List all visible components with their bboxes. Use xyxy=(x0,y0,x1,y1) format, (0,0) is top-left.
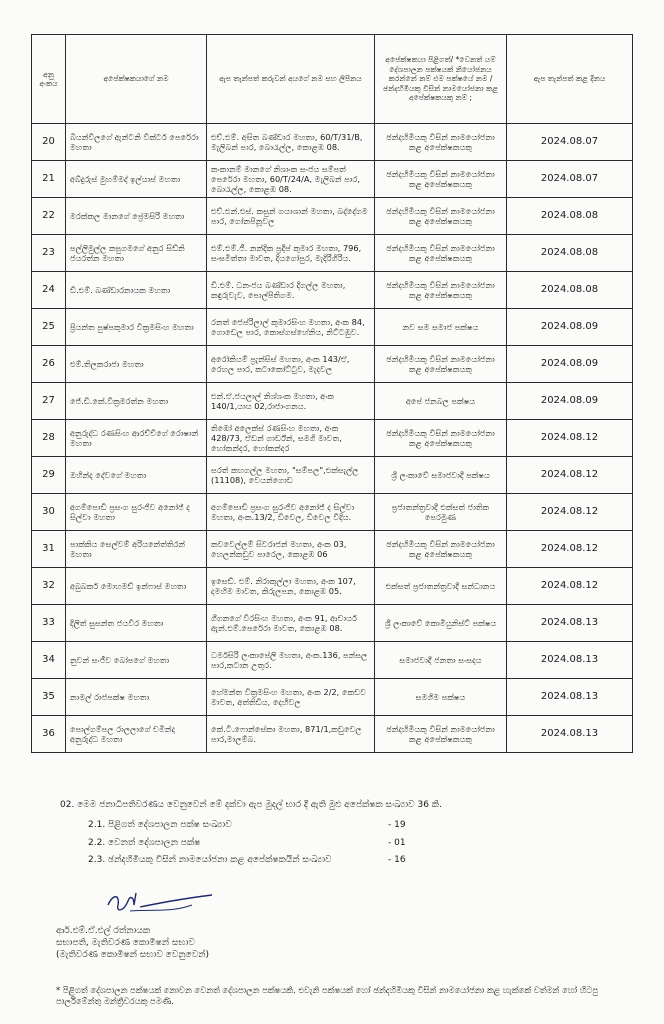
cell-date: 2024.08.12 xyxy=(507,420,633,457)
cell-name: බියන්විලගේ ඇන්ටනි වික්ටර් පෙරේරා මහතා xyxy=(66,124,207,161)
cell-date: 2024.08.13 xyxy=(507,716,633,753)
table-row xyxy=(32,605,633,642)
cell-agent: ධර්මසිරි ලංකාපේලි මහතා, අංක.136, පන්සල පාර,කටාන උතුර. xyxy=(207,642,375,679)
cell-date: 2024.08.08 xyxy=(507,235,633,272)
table-header-row xyxy=(32,35,633,124)
cell-no: 25 xyxy=(32,309,66,346)
cell-name: නාමල් රාජපක්ෂ මහතා xyxy=(66,679,207,716)
cell-date: 2024.08.12 xyxy=(507,457,633,494)
cell-name: පාක්කිය සෙල්වම් අරියනේත්තිරන් මහතා xyxy=(66,531,207,568)
cell-name: ප්‍රියන්ත පුෂ්පකුමාර වික්‍රමසිංහ මහතා xyxy=(66,309,207,346)
cell-party: ඡන්දහිමියකු විසින් නාමයෝජනා කළ අපේක්ෂකයකු xyxy=(375,531,507,568)
cell-name: අබ්දුරුස් මුහම්මද් ඉල්යාස් මහතා xyxy=(66,161,207,198)
cell-date: 2024.08.13 xyxy=(507,642,633,679)
table-row xyxy=(32,716,633,753)
cell-party: ශ්‍රී ලංකාවේ කොමියුනිස්ට් පක්ෂය xyxy=(375,605,507,642)
cell-party: ඡන්දහිමියකු විසින් නාමයෝජනා කළ අපේක්ෂකයකු xyxy=(375,235,507,272)
table-row xyxy=(32,531,633,568)
summary-item-value: - 16 xyxy=(388,855,406,865)
cell-name: ඔහින්ද දේවගේ මහතා xyxy=(66,457,207,494)
table-row xyxy=(32,235,633,272)
cell-no: 23 xyxy=(32,235,66,272)
cell-name: දිලිත් සුසන්ත ජයවීර මහතා xyxy=(66,605,207,642)
cell-agent: කංකානම් මානගේ නිශාංක සංජය සම්පත් පෙරේරා මහතා, 60/T/24/A, මැලිබන් පාර, බොරැල්ල, කොළඹ 08. xyxy=(207,161,375,198)
table-row xyxy=(32,679,633,716)
cell-party: ඡන්දහිමියකු විසින් නාමයෝජනා කළ අපේක්ෂකයකු xyxy=(375,346,507,383)
cell-date: 2024.08.13 xyxy=(507,605,633,642)
cell-agent: එම්.එම්.ජී. නන්දික ප්‍රදීප් කුමාර මහතා, 796, සංඝමිත්තා මාවත, දියගෝපුර, මැදිරිගිරිය. xyxy=(207,235,375,272)
cell-party: අපේ ජනබල පක්ෂය xyxy=(375,383,507,420)
cell-date: 2024.08.09 xyxy=(507,383,633,420)
table-row xyxy=(32,383,633,420)
cell-agent: ඉසෙඩ්. එම්. නිරාකුල්ලා මහතා, අංක 107, දමහිම මාවත, කිරුලපන, කොළඹ 05. xyxy=(207,568,375,605)
cell-no: 34 xyxy=(32,642,66,679)
cell-agent: එච්.එන්.එස්. කසුන් ගයාශාන් මහතා, බද්දේගම පාර, ගෝනපිනූවල xyxy=(207,198,375,235)
cell-party: නව සම සමාජ පක්ෂය xyxy=(375,309,507,346)
cell-agent: රනත් ජෙප්රිලාල් කුමාරසිංහ මහතා, අංක 84, ගොඩෙල පාර, කොස්ගස්හේනිය, නිට්ටඹුව. xyxy=(207,309,375,346)
table-row xyxy=(32,198,633,235)
table-row xyxy=(32,568,633,605)
cell-date: 2024.08.12 xyxy=(507,568,633,605)
signatory-title: සභාපති, මැතිවරණ කොමිෂන් සභාව xyxy=(56,938,195,948)
cell-agent: අගම්පොඩි ප්‍රසංග සුරංජිව අනෝජ් ද සිල්වා මහතා, අංක.13/2, ඩිවෙල, ඩිවෙල වීදිය. xyxy=(207,494,375,531)
cell-date: 2024.08.07 xyxy=(507,124,633,161)
signatory-name: ආර්.එම්.ඒ.එල් රත්නායක xyxy=(56,926,151,936)
cell-party: සමාජවාදී ජනතා සංසදය xyxy=(375,642,507,679)
cell-no: 26 xyxy=(32,346,66,383)
cell-agent: කේ.ටී.ෆොන්සේකා මහතා, 871/1,කඩුවෙල පාර,මාලම්බ. xyxy=(207,716,375,753)
cell-party: ඡන්දහිමියකු විසින් නාමයෝජනා කළ අපේක්ෂකයකු xyxy=(375,161,507,198)
cell-no: 32 xyxy=(32,568,66,605)
cell-date: 2024.08.13 xyxy=(507,679,633,716)
cell-party: සමගිම පක්ෂය xyxy=(375,679,507,716)
table-row xyxy=(32,161,633,198)
table-row xyxy=(32,457,633,494)
cell-agent: ඩී.එම්. ධනංජය බණ්ඩාර දිගල්ල මහතා, කඳුරුවැව, පොල්පිතිගම. xyxy=(207,272,375,309)
cell-no: 29 xyxy=(32,457,66,494)
cell-name: පල්ලිමුල්ල කපුගමගේ අනුර සිඩ්නි ජයරත්න මහතා xyxy=(66,235,207,272)
header-party: අපේක්ෂකයා පිළිගත්/ *වෙනත් යම් දේශපාලන පක්ෂයක් නියෝජනය කරන්නේ නම් එම පක්ෂයේ නම / ඡන්දහිමියකු විසින් නාමයෝජනා කළ අපේක්ෂකයකු නම් ; xyxy=(375,35,507,124)
cell-party: ඡන්දහිමියකු විසින් නාමයෝජනා කළ අපේක්ෂකයකු xyxy=(375,124,507,161)
cell-no: 20 xyxy=(32,124,66,161)
summary-item-label: 2.1. පිළිගත් දේශපාලන පක්ෂ සංඛ්‍යාව xyxy=(88,820,232,830)
summary-item-value: - 19 xyxy=(388,820,406,830)
cell-party: ඡන්දහිමියකු විසින් නාමයෝජනා කළ අපේක්ෂකයකු xyxy=(375,420,507,457)
cell-name: ඩී.එම්. බණ්ඩාරනායක මහතා xyxy=(66,272,207,309)
table-row xyxy=(32,642,633,679)
cell-name: ජේ.ඩී.කේ.වික්‍රමරත්න මහතා xyxy=(66,383,207,420)
cell-agent: අරෝකියම් ප්‍රැන්සිස් මහතා, අංක 143/ඒ, රෙහල පාර, කටාකෝට්ටුව, මැදවල xyxy=(207,346,375,383)
cell-no: 30 xyxy=(32,494,66,531)
signatory-block xyxy=(56,925,209,961)
table-row xyxy=(32,420,633,457)
cell-no: 22 xyxy=(32,198,66,235)
candidates-table xyxy=(31,34,633,753)
cell-name: අගම්පොඩි ප්‍රසංග සුරංජිව අනෝජ් ද සිල්වා මහතා xyxy=(66,494,207,531)
header-no: අනු අංකය xyxy=(32,35,66,124)
cell-agent: කවවෙල්ලම් සිවරාජන් මහතා, අංක 03, හෙලන්කඩුව පාරෙල, කොළඹ 06 xyxy=(207,531,375,568)
summary-item-label: 2.3. ඡන්දහිමියකු විසින් නාමයෝජනා කළ අපේක්ෂකයින් සංඛ්‍යාව xyxy=(88,855,332,865)
cell-no: 28 xyxy=(32,420,66,457)
cell-date: 2024.08.12 xyxy=(507,494,633,531)
cell-date: 2024.08.09 xyxy=(507,309,633,346)
cell-party: ඡන්දහිමියකු විසින් නාමයෝජනා කළ අපේක්ෂකයකු xyxy=(375,716,507,753)
header-name: අපේක්ෂකයාගේ නම xyxy=(66,35,207,124)
summary-item-label: 2.2. වෙනත් දේශපාලන පක්ෂ xyxy=(88,838,201,848)
summary-item-value: - 01 xyxy=(388,838,406,848)
table-row xyxy=(32,124,633,161)
cell-date: 2024.08.08 xyxy=(507,272,633,309)
cell-name: මරක්කල මානගේ ප්‍රේමසිරි මහතා xyxy=(66,198,207,235)
table-row xyxy=(32,346,633,383)
cell-party: ඡන්දහිමියකු විසින් නාමයෝජනා කළ අපේක්ෂකයකු xyxy=(375,198,507,235)
cell-agent: හේමන්ත වික්‍රමසිංහ මහතා, අංක 2/2, කෙඩව මාවත, අත්තිඩිය, දෙහිවල xyxy=(207,679,375,716)
header-date: ඇප තැන්පත් කළ දිනය xyxy=(507,35,633,124)
cell-agent: ගීගනගේ විරසිංහ මහතා, අංක 91, ආචාර්ය ඇන්.එම්.පෙරේරා මාවත, කොළඹ 08. xyxy=(207,605,375,642)
cell-agent: එච්.එම්. අසිත බණ්ඩාර මහතා, 60/T/31/B, මැලිබන් පාර, බොරැල්ල, කොළඹ 08. xyxy=(207,124,375,161)
cell-name: එම්.තිලකරාජා මහතා xyxy=(66,346,207,383)
cell-party: ප්‍රජාතන්ත්‍රවාදී එක්සත් ජාතික පෙරමුණ xyxy=(375,494,507,531)
cell-no: 24 xyxy=(32,272,66,309)
cell-party: එක්සත් ප්‍රජාතන්ත්‍රවාදී සන්ධානය xyxy=(375,568,507,605)
signatory-on-behalf: (මැතිවරණ කොමිෂන් සභාව වෙනුවෙන්) xyxy=(56,950,209,960)
header-agent: ඇප තැන්පත් කරුවන් අයගේ නම සහ ලිපිනය xyxy=(207,35,375,124)
cell-name: අනුරුද්ධ රණසිංහ ආරච්චිගේ රොෂාන් මහතා xyxy=(66,420,207,457)
cell-no: 35 xyxy=(32,679,66,716)
summary-item xyxy=(88,838,406,848)
cell-name: අබුබකර් මොහමඩ් ඉන්ෆාස් මහතා xyxy=(66,568,207,605)
cell-date: 2024.08.09 xyxy=(507,346,633,383)
table-row xyxy=(32,272,633,309)
cell-name: පොල්ගම්පල රාලලාගේ චමින්ද අනුරුද්ධ මහතා xyxy=(66,716,207,753)
cell-no: 27 xyxy=(32,383,66,420)
summary-intro: 02. මෙම ජනාධිපතිවරණය වෙනුවෙන් මේ දක්වා ඇප මුදල් භාර දී ඇති මුළු අපේක්ෂක සංඛ්‍යාව 36 කි. xyxy=(60,800,442,810)
footnote: * පිළිගත් දේශපාලන පක්ෂයක් නොවන වෙනත් දේශපාලන පක්ෂයකි. එවැනි පක්ෂයක් හෝ ඡන්දහිමියකු විසින් නාමයෝජනා කළ හැක්කේ වත්මන් හෝ හිටපු පාර්ලිමේන්තු මන්ත්‍රීවරයකු පමණි. xyxy=(56,985,598,1006)
cell-no: 33 xyxy=(32,605,66,642)
cell-date: 2024.08.08 xyxy=(507,198,633,235)
cell-date: 2024.08.07 xyxy=(507,161,633,198)
table-row xyxy=(32,309,633,346)
signature-image xyxy=(100,883,220,923)
cell-agent: සරත් කහගල්ල මහතා, "සම්පල",එක්සැල්ල (11108), වෙයන්ගොඩ xyxy=(207,457,375,494)
summary-item xyxy=(88,855,406,865)
cell-party: ඡන්දහිමියකු විසින් නාමයෝජනා කළ අපේක්ෂකයකු xyxy=(375,272,507,309)
cell-no: 31 xyxy=(32,531,66,568)
cell-date: 2024.08.12 xyxy=(507,531,633,568)
cell-no: 36 xyxy=(32,716,66,753)
summary-item xyxy=(88,820,406,830)
table-row xyxy=(32,494,633,531)
cell-agent: තිඹෝ අලෙක්ස් රණසිංහ මහතා, අංක 428/73, ඒඩන් ගාර්ඩ්න්, සමගි මාවත, හෝකන්දර, හෝකන්දර xyxy=(207,420,375,457)
cell-no: 21 xyxy=(32,161,66,198)
cell-name: නුවන් සංජීව බෝපගේ මහතා xyxy=(66,642,207,679)
cell-agent: එන්.ඒ.ජයලාල් නිශ්ශංක මහතා, අංක 140/1,යාය 02,රාජාංගනය. xyxy=(207,383,375,420)
cell-party: ශ්‍රී ලංකාවේ සමාජවාදී පක්ෂය xyxy=(375,457,507,494)
